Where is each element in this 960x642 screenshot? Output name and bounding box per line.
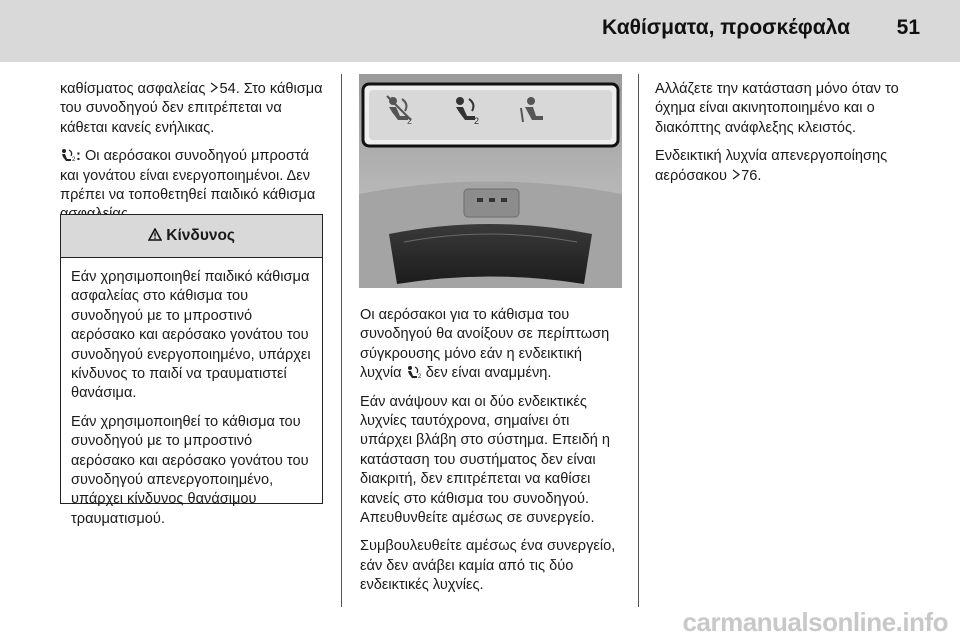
column-divider: [638, 74, 639, 607]
warning-header: [61, 215, 322, 258]
warning-title: Κίνδυνος: [166, 227, 235, 244]
page-reference[interactable]: 76: [741, 167, 758, 184]
airbag-on-icon: [60, 148, 76, 162]
svg-text:2: 2: [407, 116, 413, 126]
column-middle: [360, 306, 622, 605]
paragraph: Συμβουλευθείτε αμέσως ένα συνεργείο, εάν δεν ανάβει καμία από τις δύο ενδεικτικές λυχνίες.: [360, 538, 616, 594]
text: Ενδεικτική λυχνία απενεργοποίησης αερόσακου: [655, 148, 888, 184]
text: Οι αερόσακοι για το κάθισμα του συνοδηγού θα ανοίξουν σε περίπτωση σύγκρουσης μόνο εάν η ενδεικτική λυχνία: [360, 307, 610, 382]
paragraph: [60, 80, 323, 138]
paragraph: [655, 147, 923, 186]
text: καθίσματος ασφαλείας: [60, 81, 206, 97]
warning-box: [60, 214, 323, 527]
page-header: [0, 0, 960, 62]
column-left: [60, 80, 323, 234]
warning-paragraph: Εάν χρησιμοποιηθεί παιδικό κάθισμα ασφαλείας στο κάθισμα του συνοδηγού με το μπροστινό αερόσακο και αερόσακο γονάτου του συνοδηγού ενεργοποιημένο, υπάρχει κίνδυνος το παιδί να τραυματιστεί θανάσιμα.: [71, 269, 311, 402]
svg-text:2: 2: [417, 374, 421, 380]
text: δεν είναι αναμμένη.: [425, 365, 552, 382]
paragraph: [360, 306, 622, 384]
paragraph: Αλλάζετε την κατάσταση μόνο όταν το όχημα είναι ακινητοποιημένο και ο διακόπτης ανάφλεξης κλειστός.: [655, 81, 899, 136]
page-number: 51: [896, 16, 920, 39]
warning-paragraph: Εάν χρησιμοποιηθεί το κάθισμα του συνοδηγού με το μπροστινό αερόσακο και αερόσακο γονάτου του συνοδηγού απενεργοποιημένο, υπάρχει κίνδυνος θανάσιμου τραυματισμού.: [71, 413, 309, 527]
airbag-on-icon: [406, 365, 422, 379]
page-reference[interactable]: 54: [219, 81, 236, 97]
ref-arrow-icon: [731, 167, 741, 186]
label-colon: :: [76, 148, 81, 165]
text: .: [757, 167, 762, 184]
page-title: Καθίσματα, προσκέφαλα: [602, 16, 850, 39]
svg-text:2: 2: [474, 116, 480, 126]
column-right: [655, 80, 923, 195]
airbag-indicator-photo: [359, 74, 622, 288]
ref-arrow-icon: [209, 80, 219, 99]
column-divider: [341, 74, 342, 607]
text: Οι αερόσακοι συνοδηγού μπροστά και γονάτου είναι ενεργοποιημένοι. Δεν πρέπει να τοποθετηθεί παιδικό κάθισμα: [60, 148, 316, 204]
warning-body: [61, 258, 322, 529]
svg-text:2: 2: [72, 157, 76, 163]
text: . Στο κάθισμα του συνοδηγού δεν επιτρέπεται να κάθεται κανείς ενήλικας.: [60, 81, 323, 136]
paragraph: Εάν ανάψουν και οι δύο ενδεικτικές λυχνίες ταυτόχρονα, σημαίνει ότι υπάρχει βλάβη στο σύστημα. Επειδή η κατάσταση του συστήματος δεν είναι διακριτή, δεν επιτρέπεται να καθίσει κανείς στο κάθισμα του συνοδηγού. Απευθυνθείτε αμέσως σε συνεργείο.: [360, 393, 611, 527]
warning-triangle-icon: [148, 227, 166, 244]
watermark: carmanualsonline.info: [682, 607, 948, 637]
